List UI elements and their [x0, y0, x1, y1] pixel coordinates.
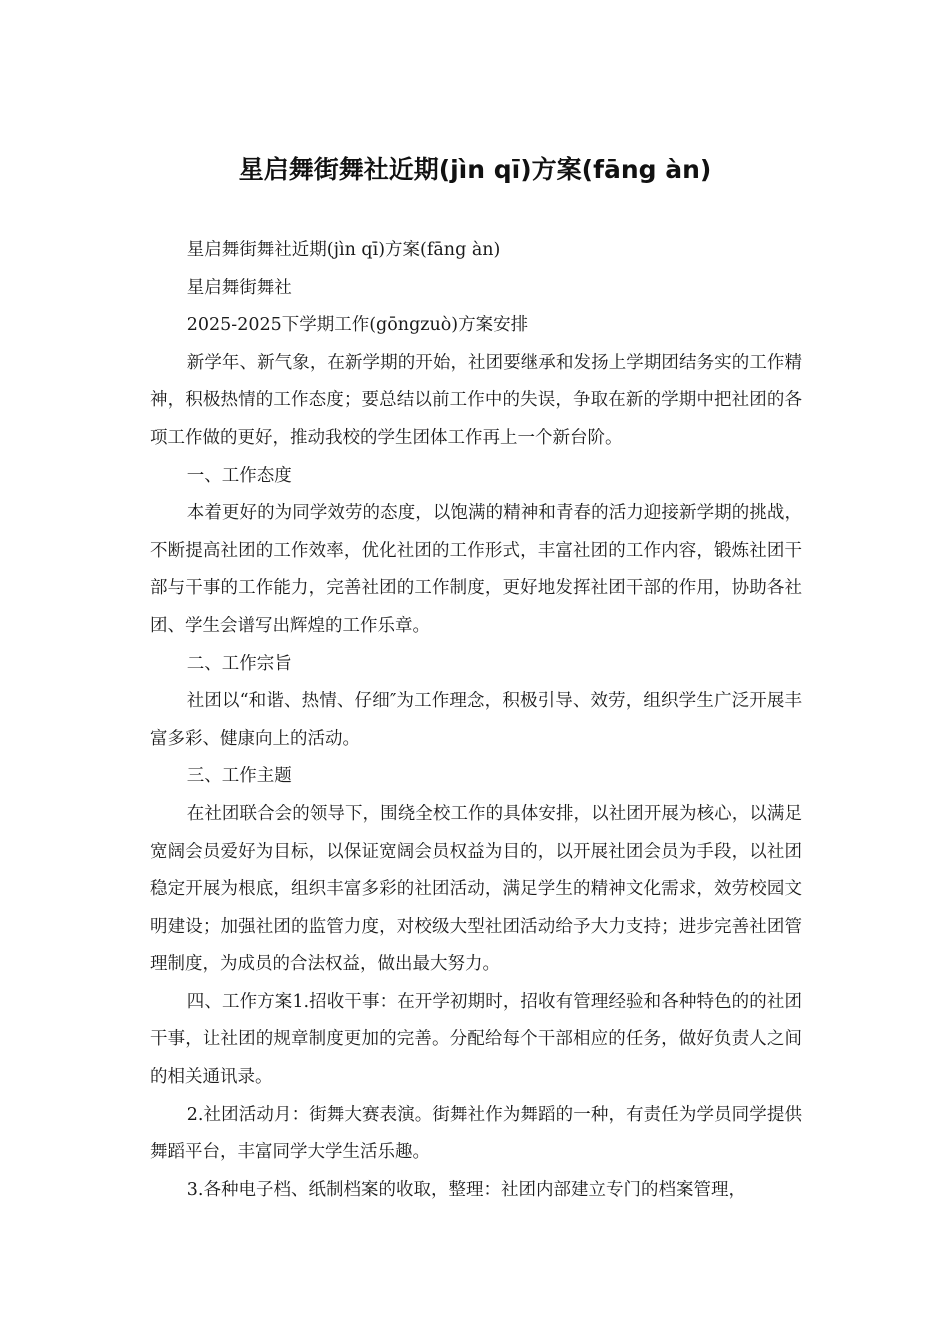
- paragraph-plan-archives: 3.各种电子档、纸制档案的收取，整理：社团内部建立专门的档案管理，: [186, 1179, 746, 1200]
- paragraph-intro: 新学年、新气象，在新学期的开始，社团要继承和发扬上学期团结务实的工作精神，积极热情的工作态度；要总结以前工作中的失误，争取在新的学期中把社团的各项工作做的更好，推动我校的学生团体工作再上一个新台阶。: [150, 352, 802, 448]
- paragraph-theme: 在社团联合会的领导下，围绕全校工作的具体安排，以社团开展为核心，以满足宽阔会员爱好为目标，以保证宽阔会员权益为目的，以开展社团会员为手段，以社团稳定开展为根底，组织丰富多彩的社团活动，满足学生的精神文化需求，效劳校园文明建设；加强社团的监管力度，对校级大型社团活动给予大力支持；进步完善社团管理制度，为成员的合法权益，做出最大努力。: [150, 803, 802, 975]
- document-body: [150, 232, 802, 1209]
- paragraph-subtitle: 星启舞街舞社近期(jìn qī)方案(fāng àn): [186, 240, 501, 260]
- paragraph-attitude: 本着更好的为同学效劳的态度，以饱满的精神和青春的活力迎接新学期的挑战，不断提高社团的工作效率，优化社团的工作形式，丰富社团的工作内容，锻炼社团干部与干事的工作能力，完善社团的工作制度，更好地发挥社团干部的作用，协助各社团、学生会谱写出辉煌的工作乐章。: [150, 503, 802, 636]
- section-heading-attitude: 一、工作态度: [186, 465, 292, 486]
- paragraph-purpose: 社团以“和谐、热情、仔细″为工作理念，积极引导、效劳，组织学生广泛开展丰富多彩、健康向上的活动。: [150, 691, 802, 749]
- paragraph-club-name: 星启舞街舞社: [186, 277, 292, 298]
- section-heading-purpose: 二、工作宗旨: [186, 653, 292, 674]
- document-title: 星启舞街舞社近期(jìn qī)方案(fāng àn): [238, 155, 712, 184]
- paragraph-plan-recruit: 四、工作方案1.招收干事：在开学初期时，招收有管理经验和各种特色的的社团干事，让社团的规章制度更加的完善。分配给每个干部相应的任务，做好负责人之间的相关通讯录。: [150, 991, 802, 1088]
- section-heading-theme: 三、工作主题: [186, 766, 292, 787]
- paragraph-plan-activity-month: 2.社团活动月：街舞大赛表演。街舞社作为舞蹈的一种，有责任为学员同学提供舞蹈平台，丰富同学大学生活乐趣。: [150, 1104, 802, 1163]
- paragraph-semester-plan: 2025-2025下学期工作(gōngzuò)方案安排: [186, 315, 529, 336]
